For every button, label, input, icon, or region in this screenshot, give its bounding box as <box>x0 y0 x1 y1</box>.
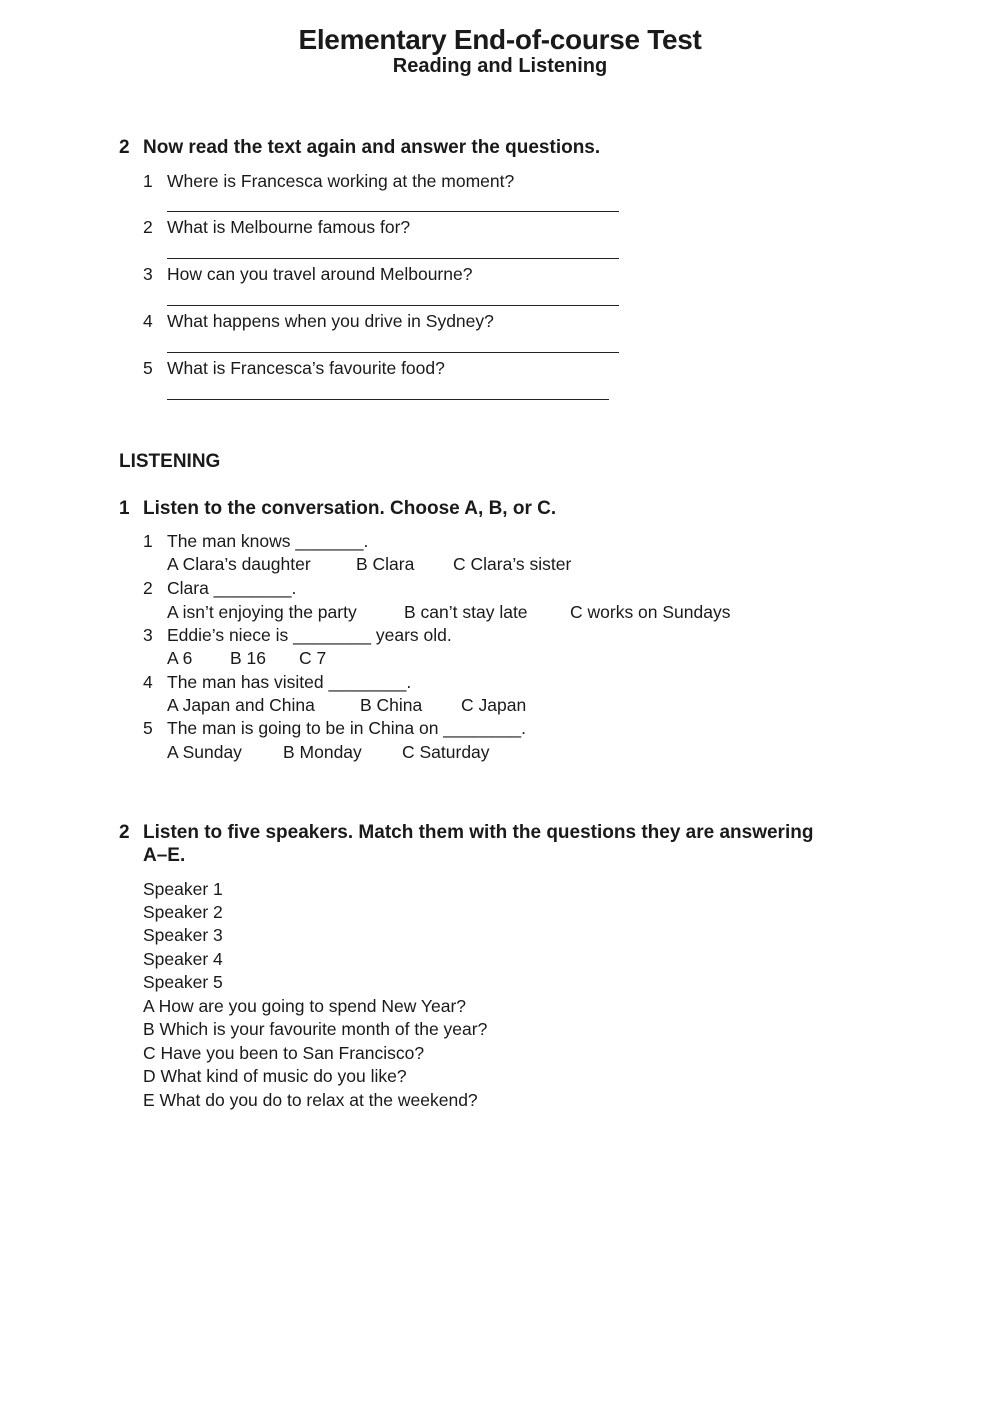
item-stem: Eddie’s niece is ________ years old. <box>167 625 452 645</box>
option-a[interactable]: A 6 <box>167 648 193 668</box>
answer-option: E What do you do to relax at the weekend? <box>143 1090 478 1110</box>
question-number: 3 <box>143 264 153 284</box>
listening-q2-number: 2 <box>119 822 130 843</box>
item-number: 1 <box>143 531 153 551</box>
option-c[interactable]: C Japan <box>461 695 527 715</box>
option-c[interactable]: C Saturday <box>402 742 490 762</box>
page-subtitle: Reading and Listening <box>392 55 608 77</box>
answer-line[interactable] <box>167 258 619 259</box>
listening-heading: LISTENING <box>119 451 221 472</box>
listening-q2-instruction-cont: A–E. <box>143 845 186 866</box>
option-a[interactable]: A Clara’s daughter <box>167 554 311 574</box>
option-a[interactable]: A isn’t enjoying the party <box>167 602 357 622</box>
option-c[interactable]: C works on Sundays <box>570 602 731 622</box>
answer-option: C Have you been to San Francisco? <box>143 1043 425 1063</box>
question-number: 2 <box>143 217 153 237</box>
page-title: Elementary End-of-course Test <box>298 24 702 55</box>
reading-q2-number: 2 <box>119 137 130 158</box>
question-text: What is Francesca’s favourite food? <box>167 358 445 378</box>
reading-q2-instruction: Now read the text again and answer the questions. <box>143 137 601 158</box>
answer-option: A How are you going to spend New Year? <box>143 996 466 1016</box>
option-b[interactable]: B 16 <box>230 648 266 668</box>
listening-q2-instruction: Listen to five speakers. Match them with the questions they are answering <box>143 822 814 843</box>
item-number: 4 <box>143 672 153 692</box>
option-c[interactable]: C Clara’s sister <box>453 554 572 574</box>
item-stem: The man is going to be in China on ________. <box>167 718 527 738</box>
answer-line[interactable] <box>167 399 609 400</box>
answer-line[interactable] <box>167 352 619 353</box>
listening-q1-number: 1 <box>119 498 130 519</box>
question-text: Where is Francesca working at the moment? <box>167 171 515 191</box>
question-number: 4 <box>143 311 153 331</box>
option-b[interactable]: B Clara <box>356 554 415 574</box>
item-number: 3 <box>143 625 153 645</box>
item-stem: Clara ________. <box>167 578 297 598</box>
item-stem: The man knows _______. <box>167 531 369 551</box>
option-b[interactable]: B can’t stay late <box>404 602 528 622</box>
question-text: What happens when you drive in Sydney? <box>167 311 494 331</box>
option-a[interactable]: A Sunday <box>167 742 242 762</box>
answer-line[interactable] <box>167 211 619 212</box>
question-text: How can you travel around Melbourne? <box>167 264 473 284</box>
speaker-label: Speaker 3 <box>143 925 223 945</box>
question-number: 5 <box>143 358 153 378</box>
item-stem: The man has visited ________. <box>167 672 412 692</box>
answer-option: B Which is your favourite month of the year? <box>143 1019 488 1039</box>
speaker-label: Speaker 2 <box>143 902 223 922</box>
option-a[interactable]: A Japan and China <box>167 695 315 715</box>
option-b[interactable]: B Monday <box>283 742 362 762</box>
option-c[interactable]: C 7 <box>299 648 327 668</box>
speaker-label: Speaker 4 <box>143 949 223 969</box>
answer-option: D What kind of music do you like? <box>143 1066 407 1086</box>
speaker-label: Speaker 5 <box>143 972 223 992</box>
item-number: 2 <box>143 578 153 598</box>
item-number: 5 <box>143 718 153 738</box>
listening-q1-instruction: Listen to the conversation. Choose A, B, or C. <box>143 498 557 519</box>
option-b[interactable]: B China <box>360 695 423 715</box>
answer-line[interactable] <box>167 305 619 306</box>
speaker-label: Speaker 1 <box>143 879 223 899</box>
question-number: 1 <box>143 171 153 191</box>
question-text: What is Melbourne famous for? <box>167 217 411 237</box>
